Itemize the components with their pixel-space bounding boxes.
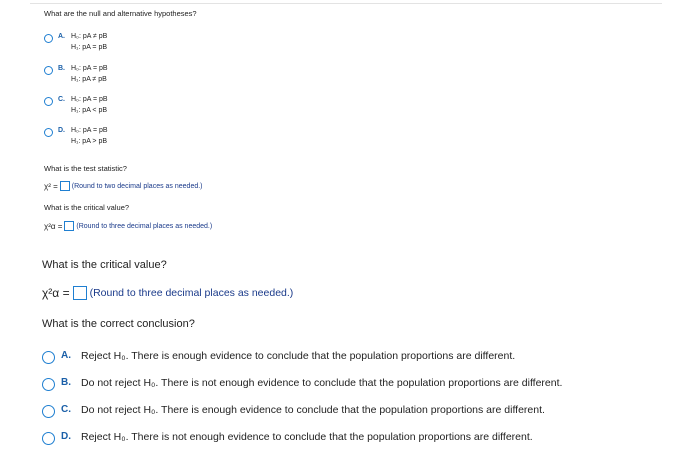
radio-a[interactable] — [42, 351, 55, 364]
conclusion-text: Reject H₀. There is enough evidence to conclude that the population proportions are different. — [81, 350, 516, 362]
null-hypothesis: H₀: pA = pB — [71, 127, 108, 134]
null-hypothesis: H₀: pA ≠ pB — [71, 33, 108, 40]
radio-b[interactable] — [44, 66, 53, 75]
rounding-hint: (Round to two decimal places as needed.) — [71, 182, 203, 190]
rounding-hint: (Round to three decimal places as needed.) — [89, 287, 294, 299]
alt-hypothesis: H₁: pA = pB — [71, 44, 108, 51]
critical-value-input-small[interactable] — [64, 221, 74, 231]
alt-hypothesis: H₁: pA > pB — [71, 138, 108, 145]
option-letter: C. — [58, 96, 65, 103]
top-divider — [30, 3, 662, 4]
chi-alpha-label: χ²α = — [42, 286, 70, 300]
option-letter: B. — [61, 377, 71, 388]
option-letter: B. — [58, 65, 65, 72]
null-hypothesis: H₀: pA = pB — [71, 65, 108, 72]
test-statistic-row — [44, 181, 203, 191]
hypotheses-question: What are the null and alternative hypotheses? — [44, 9, 197, 18]
radio-b[interactable] — [42, 378, 55, 391]
test-statistic-question: What is the test statistic? — [44, 164, 127, 173]
critical-value-question: What is the critical value? — [42, 259, 167, 271]
rounding-hint: (Round to three decimal places as needed.) — [76, 222, 213, 230]
test-statistic-input[interactable] — [60, 181, 70, 191]
critical-value-question-small: What is the critical value? — [44, 203, 130, 212]
radio-d[interactable] — [44, 128, 53, 137]
option-letter: A. — [58, 33, 65, 40]
option-letter: A. — [61, 350, 71, 361]
conclusion-question: What is the correct conclusion? — [42, 318, 195, 330]
null-hypothesis: H₀: pA = pB — [71, 96, 108, 103]
critical-value-input[interactable] — [73, 286, 87, 300]
radio-c[interactable] — [44, 97, 53, 106]
chi-square-label: χ² = — [44, 181, 58, 191]
radio-d[interactable] — [42, 432, 55, 445]
option-letter: D. — [61, 431, 71, 442]
critical-value-row-small — [44, 221, 212, 231]
conclusion-text: Do not reject H₀. There is enough evidence to conclude that the population proportions are different. — [81, 404, 545, 416]
critical-value-row — [42, 286, 293, 300]
radio-a[interactable] — [44, 34, 53, 43]
option-letter: D. — [58, 127, 65, 134]
alt-hypothesis: H₁: pA < pB — [71, 107, 108, 114]
conclusion-text: Do not reject H₀. There is not enough evidence to conclude that the population proportions are different. — [81, 377, 563, 389]
conclusion-text: Reject H₀. There is not enough evidence to conclude that the population proportions are different. — [81, 431, 533, 443]
radio-c[interactable] — [42, 405, 55, 418]
chi-alpha-label: χ²α = — [44, 221, 63, 231]
alt-hypothesis: H₁: pA ≠ pB — [71, 76, 107, 83]
option-letter: C. — [61, 404, 71, 415]
